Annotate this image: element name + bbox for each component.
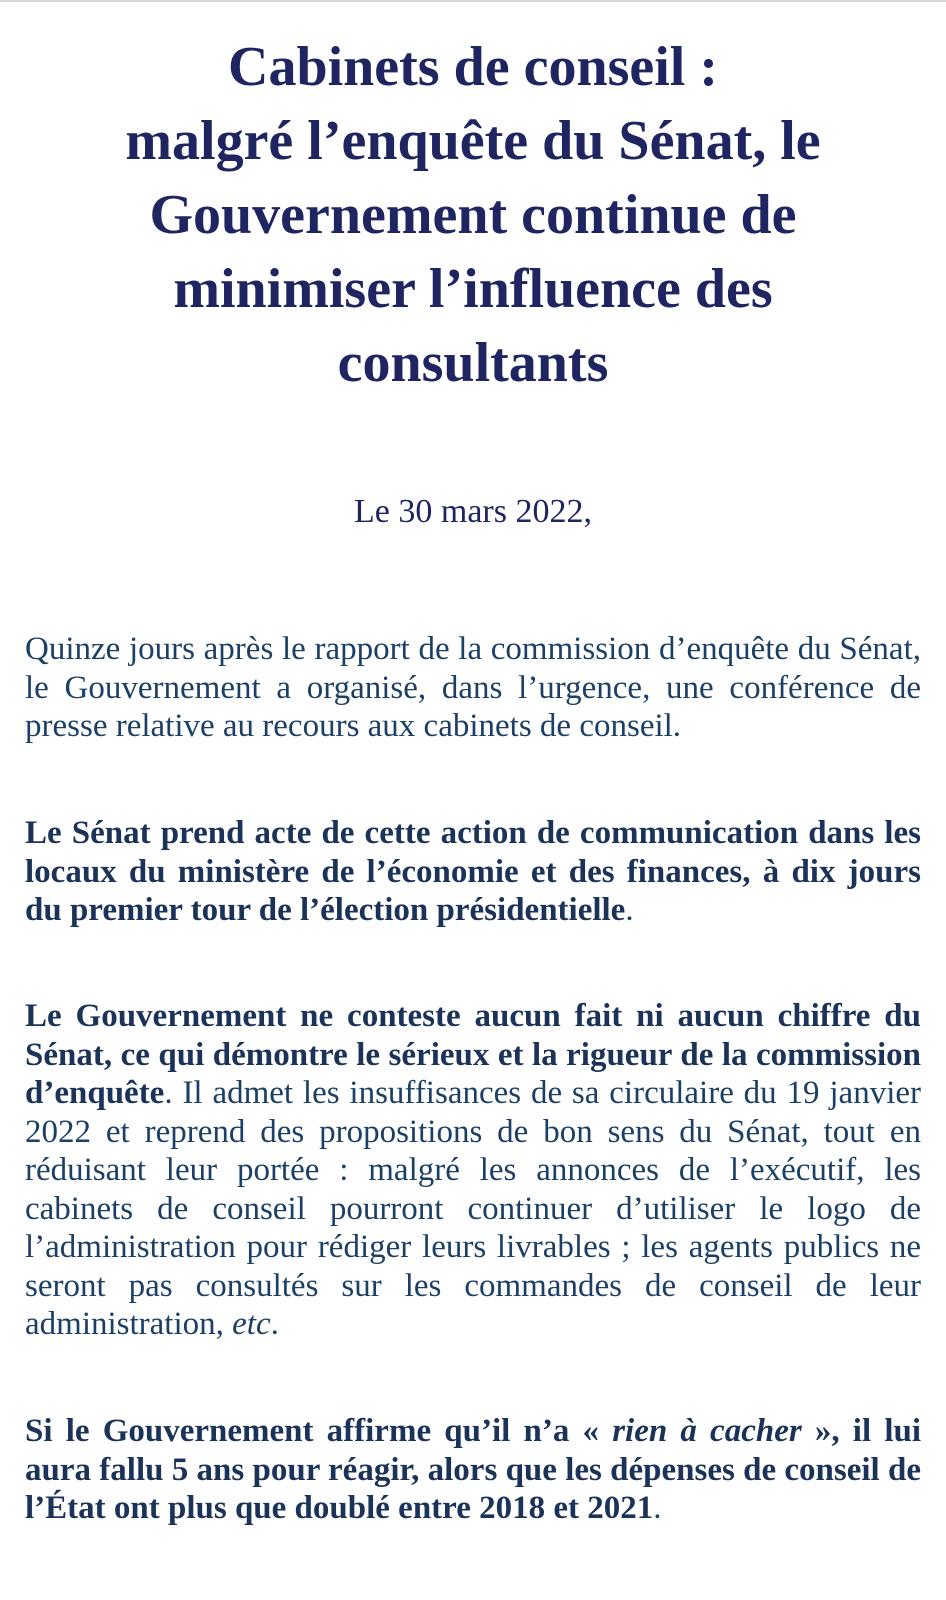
- paragraph-bold-text: Le Sénat prend acte de cette action de communication dans les locaux du ministère de l’économie et des finances, à dix jours du premier tour de l’élection présidentielle: [25, 815, 921, 928]
- paragraph-bold-text: Si le Gouvernement affirme qu’il n’a «: [25, 1413, 613, 1449]
- paragraph-intro: Quinze jours après le rapport de la commission d’enquête du Sénat, le Gouvernement a organisé, dans l’urgence, une conférence de presse relative au recours aux cabinets de conseil.: [25, 631, 921, 744]
- top-divider: [0, 0, 946, 2]
- etc-italic: etc: [232, 1306, 271, 1342]
- paragraph-end: .: [653, 1490, 662, 1526]
- quote-italic: rien à cacher: [612, 1413, 802, 1449]
- title-line: consultants: [337, 332, 609, 394]
- paragraph-body-text: . Il admet les insuffisances de sa circulaire du 19 janvier 2022 et reprend des propositions de bon sens du Sénat, tout en réduisant leur portée : malgré les annonces de l’exécutif, les cabinets de conseil pourront continuer d’utiliser le logo de l’administration pour rédiger leurs livrables ; les agents publics ne seront pas consultés sur les commandes de conseil de leur administration,: [25, 1075, 921, 1342]
- paragraph-conclusion: [25, 1412, 921, 1528]
- title-line: Gouvernement continue de: [149, 184, 797, 246]
- paragraph-bold-text: Le Gouvernement ne conteste aucun fait ni aucun chiffre du Sénat, ce qui démontre le sérieux et la rigueur de la commission d’enquête: [25, 998, 921, 1111]
- paragraph-bold-text: », il lui aura fallu 5 ans pour réagir, alors que les dépenses de conseil de l’État ont plus que doublé entre 2018 et 2021: [25, 1413, 922, 1526]
- title-line: malgré l’enquête du Sénat, le: [125, 110, 821, 172]
- paragraph-senat-acte: [25, 814, 921, 930]
- paragraph-end: .: [270, 1306, 279, 1342]
- page-title: [40, 30, 906, 400]
- paragraph-end: .: [625, 892, 634, 928]
- date-line: Le 30 mars 2022,: [354, 493, 592, 530]
- paragraph-gouvernement: [25, 997, 921, 1344]
- title-line: minimiser l’influence des: [173, 258, 773, 320]
- title-line: Cabinets de conseil :: [228, 36, 718, 98]
